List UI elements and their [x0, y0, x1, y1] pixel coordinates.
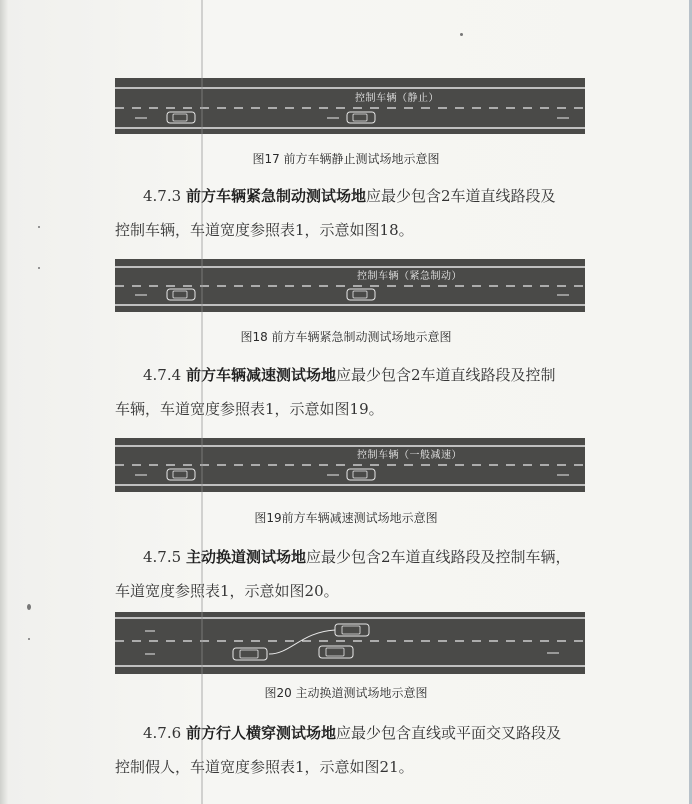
paragraph-line: 控制车辆，车道宽度参照表1，示意如图18。 [115, 221, 414, 239]
section-number: 4.7.3 [143, 187, 182, 205]
scan-fold-line [201, 0, 203, 804]
control-vehicle-icon [319, 646, 353, 658]
figure-18-road-diagram [115, 259, 585, 312]
paragraph-text: 应最少包含2车道直线路段及控制车辆， [305, 548, 571, 566]
scan-speck [460, 33, 463, 36]
paragraph-line: 车道宽度参照表1，示意如图20。 [115, 582, 339, 600]
section-heading: 前方车辆紧急制动测试场地 [185, 187, 366, 205]
section-number: 4.7.5 [143, 548, 182, 566]
paragraph-line [115, 358, 595, 392]
figure-19-road-svg [115, 438, 585, 492]
lane-change-vehicle-icon [335, 624, 369, 636]
figure-18-road-svg [115, 259, 585, 312]
figure-19-road-diagram [115, 438, 585, 492]
control-vehicle-icon [347, 289, 375, 300]
paragraph-line: 控制假人，车道宽度参照表1，示意如图21。 [115, 758, 414, 776]
section-4-7-3 [115, 179, 595, 247]
section-heading: 前方车辆减速测试场地 [185, 366, 336, 384]
figure-18-caption: 图18 前方车辆紧急制动测试场地示意图 [240, 330, 452, 344]
test-vehicle-icon [167, 112, 195, 123]
control-vehicle-icon [347, 469, 375, 480]
scan-speck [28, 638, 30, 640]
control-vehicle-icon [347, 112, 375, 123]
test-vehicle-icon [167, 289, 195, 300]
scan-speck [38, 267, 40, 269]
scan-speck [38, 226, 40, 228]
paragraph-text: 应最少包含2车道直线路段及 [365, 187, 556, 205]
section-number: 4.7.4 [143, 366, 182, 384]
scan-speck [27, 604, 31, 610]
test-vehicle-icon [167, 469, 195, 480]
section-4-7-4 [115, 358, 595, 426]
figure-20-road-diagram [115, 612, 585, 674]
section-4-7-6 [115, 716, 595, 784]
control-vehicle-label: 控制车辆（一般减速） [357, 450, 462, 461]
section-number: 4.7.6 [143, 724, 182, 742]
lane-change-trajectory [269, 630, 335, 654]
figure-20-road-svg [115, 612, 585, 674]
paragraph-line: 车辆，车道宽度参照表1，示意如图19。 [115, 400, 384, 418]
test-vehicle-icon [233, 648, 267, 660]
figure-19-caption: 图19前方车辆减速测试场地示意图 [254, 511, 438, 525]
figure-17-road-diagram [115, 78, 585, 134]
section-heading: 前方行人横穿测试场地 [185, 724, 336, 742]
figure-17-caption: 图17 前方车辆静止测试场地示意图 [252, 152, 440, 166]
paragraph-text: 应最少包含直线或平面交叉路段及 [335, 724, 561, 742]
figure-20-caption: 图20 主动换道测试场地示意图 [264, 686, 428, 700]
paragraph-text: 应最少包含2车道直线路段及控制 [335, 366, 556, 384]
control-vehicle-label: 控制车辆（紧急制动） [357, 271, 462, 282]
section-4-7-5 [115, 540, 595, 608]
paragraph-line [115, 716, 595, 750]
figure-17-road-svg [115, 78, 585, 134]
section-heading: 主动换道测试场地 [185, 548, 306, 566]
paragraph-line [115, 540, 595, 574]
paragraph-line [115, 179, 595, 213]
control-vehicle-label: 控制车辆（静止） [355, 93, 439, 104]
